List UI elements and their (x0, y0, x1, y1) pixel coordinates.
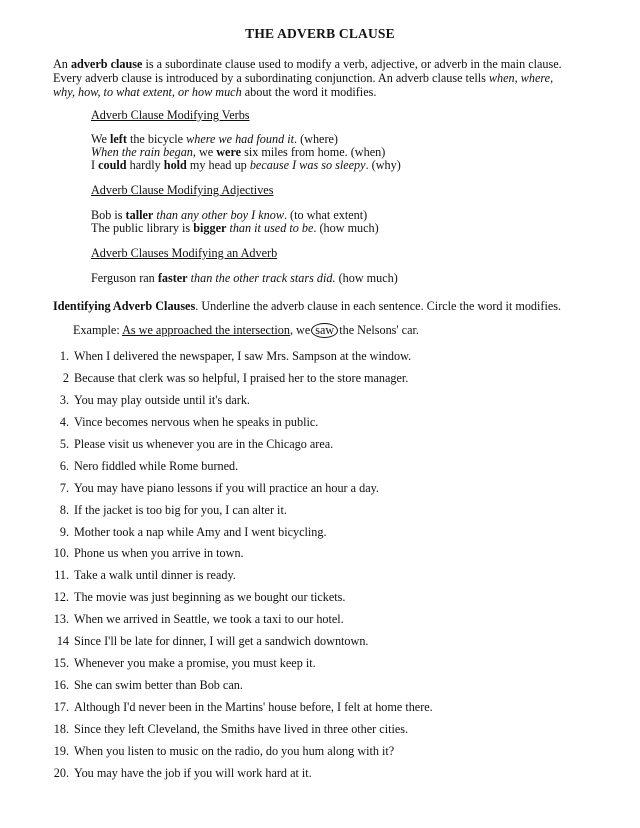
item-sentence: Although I'd never been in the Martins' house before, I felt at home there. (74, 700, 433, 714)
example-sentence-adverb-1: Ferguson ran faster than the other track stars did. (how much) (91, 271, 398, 285)
item-number: 18. (53, 721, 69, 736)
exercise-item (49, 415, 609, 437)
item-number: 12. (53, 590, 69, 605)
exercise-item (49, 744, 609, 766)
exercise-item (49, 766, 609, 788)
exercise-item (49, 371, 609, 393)
exercise-item (49, 590, 609, 612)
exercise-instructions: Identifying Adverb Clauses. Underline the adverb clause in each sentence. Circle the word it modifies. (53, 299, 562, 313)
exercise-item (49, 503, 609, 525)
exercise-item (49, 722, 609, 744)
item-number: 7. (59, 480, 69, 495)
section-heading-adjectives: Adverb Clause Modifying Adjectives (91, 183, 274, 197)
item-number: 6. (59, 458, 69, 473)
exercise-item (49, 349, 609, 371)
item-number: 2 (62, 370, 69, 385)
exercise-item (49, 568, 609, 590)
section-heading-adverb: Adverb Clauses Modifying an Adverb (91, 246, 278, 260)
exercise-item (49, 481, 609, 503)
exercise-item (49, 656, 609, 678)
item-number: 10. (53, 546, 69, 561)
example-sentence-verb-3: I could hardly hold my head up because I was so sleepy. (why) (91, 158, 401, 172)
item-sentence: Since I'll be late for dinner, I will get a sandwich downtown. (74, 634, 369, 649)
intro-line-2: Every adverb clause is introduced by a subordinating conjunction. An adverb clause tells when, where, (53, 71, 554, 85)
underlined-clause: As we approached the intersection (122, 323, 290, 337)
item-sentence: The movie was just beginning as we bought our tickets. (74, 590, 346, 605)
example-sentence-verb-2: When the rain began, we were six miles from home. (when) (91, 145, 386, 159)
exercise-list (49, 349, 609, 788)
exercise-item (49, 459, 609, 481)
item-sentence: When we arrived in Seattle, we took a taxi to our hotel. (74, 612, 344, 627)
exercise-item (49, 678, 609, 700)
intro-paragraph (53, 57, 593, 99)
item-sentence: Whenever you make a promise, you must keep it. (74, 656, 316, 671)
example-sentence-adj-1: Bob is taller than any other boy I know. (to what extent) (91, 208, 368, 222)
item-number: 14 (56, 634, 69, 649)
item-sentence: Nero fiddled while Rome burned. (74, 458, 239, 473)
worked-example: Example: As we approached the intersection, we saw the Nelsons' car. (73, 323, 419, 337)
item-number: 13. (53, 612, 69, 627)
item-sentence: Since they left Cleveland, the Smiths have lived in three other cities. (74, 721, 409, 736)
page-title: THE ADVERB CLAUSE (245, 26, 395, 41)
item-sentence: You may have piano lessons if you will practice an hour a day. (74, 480, 379, 495)
item-sentence: Vince becomes nervous when he speaks in public. (74, 414, 319, 429)
intro-line-3: why, how, to what extent, or how much about the word it modifies. (53, 85, 377, 99)
item-number: 5. (59, 436, 69, 451)
item-sentence: If the jacket is too big for you, I can alter it. (74, 502, 287, 517)
item-number: 17. (53, 700, 69, 714)
exercise-item (49, 546, 609, 568)
item-sentence: You may play outside until it's dark. (74, 392, 250, 407)
circled-word: saw (311, 323, 338, 338)
item-sentence: You may have the job if you will work hard at it. (74, 765, 312, 780)
item-sentence: She can swim better than Bob can. (74, 678, 243, 693)
item-sentence: Phone us when you arrive in town. (74, 546, 244, 561)
item-number: 3. (59, 392, 69, 407)
section-heading-verbs: Adverb Clause Modifying Verbs (91, 108, 250, 122)
item-number: 8. (59, 502, 69, 517)
item-number: 9. (59, 524, 69, 539)
item-number: 4. (59, 414, 69, 429)
item-number: 19. (53, 743, 69, 758)
example-sentence-adj-2: The public library is bigger than it used to be. (how much) (91, 221, 379, 235)
example-sentence-verb-1: We left the bicycle where we had found it. (where) (91, 132, 338, 146)
exercise-heading: Identifying Adverb Clauses (53, 299, 196, 313)
item-number: 20. (53, 765, 69, 780)
item-sentence: When I delivered the newspaper, I saw Mrs. Sampson at the window. (74, 349, 412, 363)
exercise-item (49, 700, 609, 722)
exercise-item (49, 437, 609, 459)
exercise-item (49, 612, 609, 634)
exercise-item (49, 393, 609, 415)
item-sentence: When you listen to music on the radio, do you hum along with it? (74, 743, 395, 758)
item-number: 16. (53, 678, 69, 693)
exercise-item (49, 634, 609, 656)
item-sentence: Because that clerk was so helpful, I praised her to the store manager. (74, 370, 409, 385)
item-sentence: Mother took a nap while Amy and I went bicycling. (74, 524, 327, 539)
item-number: 15. (53, 656, 69, 671)
item-number: 1. (59, 349, 69, 363)
exercise-item (49, 525, 609, 547)
intro-line-1: An adverb clause is a subordinate clause used to modify a verb, adjective, or adverb in the main clause. (53, 57, 562, 71)
item-sentence: Please visit us whenever you are in the Chicago area. (74, 436, 334, 451)
item-sentence: Take a walk until dinner is ready. (74, 568, 236, 583)
item-number: 11. (54, 568, 69, 583)
